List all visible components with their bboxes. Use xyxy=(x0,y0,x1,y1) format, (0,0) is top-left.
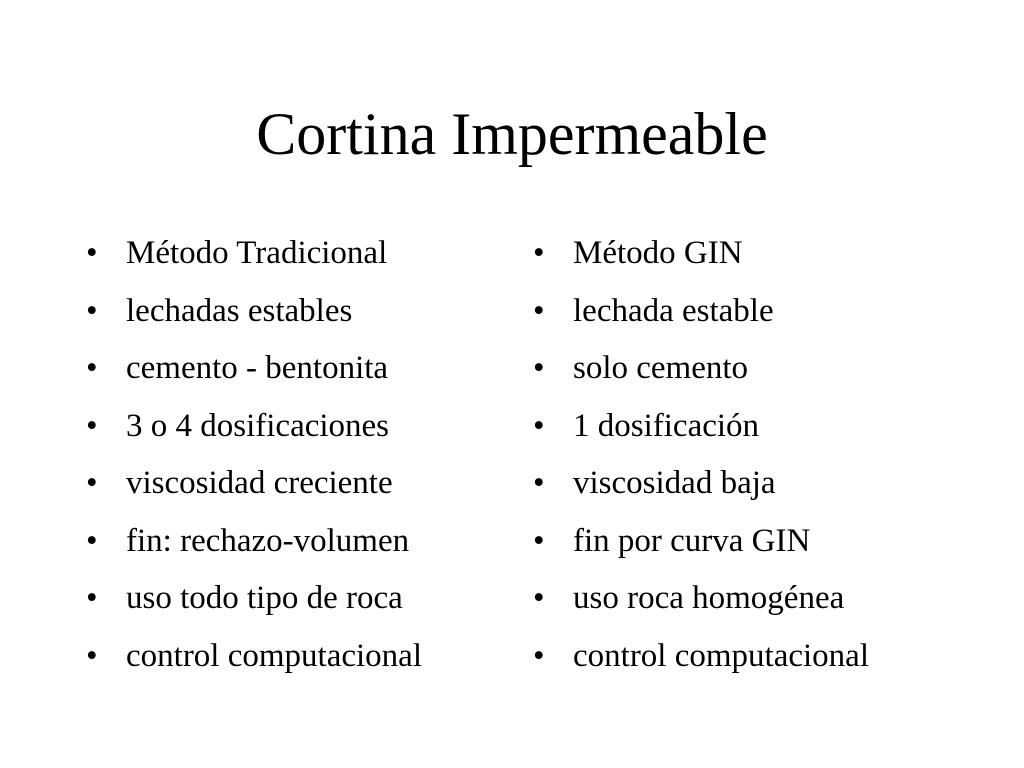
list-item-text: viscosidad baja xyxy=(573,465,776,501)
bullet-icon: • xyxy=(533,637,545,674)
list-item-text: 1 dosificación xyxy=(573,407,760,444)
list-item xyxy=(86,513,506,571)
list-item xyxy=(86,225,506,283)
left-bullet-list xyxy=(86,225,506,685)
list-item xyxy=(533,340,973,398)
bullet-icon: • xyxy=(533,465,545,501)
list-item xyxy=(86,340,506,398)
list-item-text: viscosidad creciente xyxy=(126,465,393,501)
right-bullet-list xyxy=(533,225,973,685)
bullet-icon: • xyxy=(86,465,98,501)
list-item-text: 3 o 4 dosificaciones xyxy=(126,407,390,444)
list-item xyxy=(86,455,506,513)
bullet-icon: • xyxy=(86,292,98,329)
list-item-text: cemento - bentonita xyxy=(126,350,389,386)
list-item-text: control computacional xyxy=(126,637,422,674)
bullet-icon: • xyxy=(86,580,98,616)
list-item-text: Método Tradicional xyxy=(126,235,388,271)
list-item-text: fin por curva GIN xyxy=(573,522,811,559)
list-item xyxy=(533,513,973,571)
slide-title: Cortina Impermeable xyxy=(256,101,768,167)
bullet-icon: • xyxy=(86,522,98,559)
list-item-text: fin: rechazo-volumen xyxy=(126,522,410,559)
list-item-text: solo cemento xyxy=(573,350,749,386)
bullet-icon: • xyxy=(533,235,545,271)
list-item-text: uso roca homogénea xyxy=(573,580,845,616)
bullet-icon: • xyxy=(86,407,98,444)
list-item xyxy=(86,283,506,341)
bullet-icon: • xyxy=(533,350,545,386)
list-item xyxy=(86,398,506,456)
bullet-icon: • xyxy=(533,522,545,559)
list-item xyxy=(533,225,973,283)
list-item-text: control computacional xyxy=(573,637,869,674)
list-item xyxy=(86,570,506,628)
bullet-icon: • xyxy=(533,580,545,616)
bullet-icon: • xyxy=(86,350,98,386)
list-item-text: Método GIN xyxy=(573,235,743,271)
bullet-icon: • xyxy=(533,407,545,444)
list-item xyxy=(533,398,973,456)
list-item xyxy=(533,628,973,686)
list-item-text: lechada estable xyxy=(573,292,774,329)
list-item xyxy=(533,455,973,513)
bullet-icon: • xyxy=(533,292,545,329)
list-item xyxy=(533,283,973,341)
list-item-text: lechadas estables xyxy=(126,292,353,329)
list-item xyxy=(86,628,506,686)
list-item xyxy=(533,570,973,628)
bullet-icon: • xyxy=(86,235,98,271)
list-item-text: uso todo tipo de roca xyxy=(126,580,403,616)
bullet-icon: • xyxy=(86,637,98,674)
